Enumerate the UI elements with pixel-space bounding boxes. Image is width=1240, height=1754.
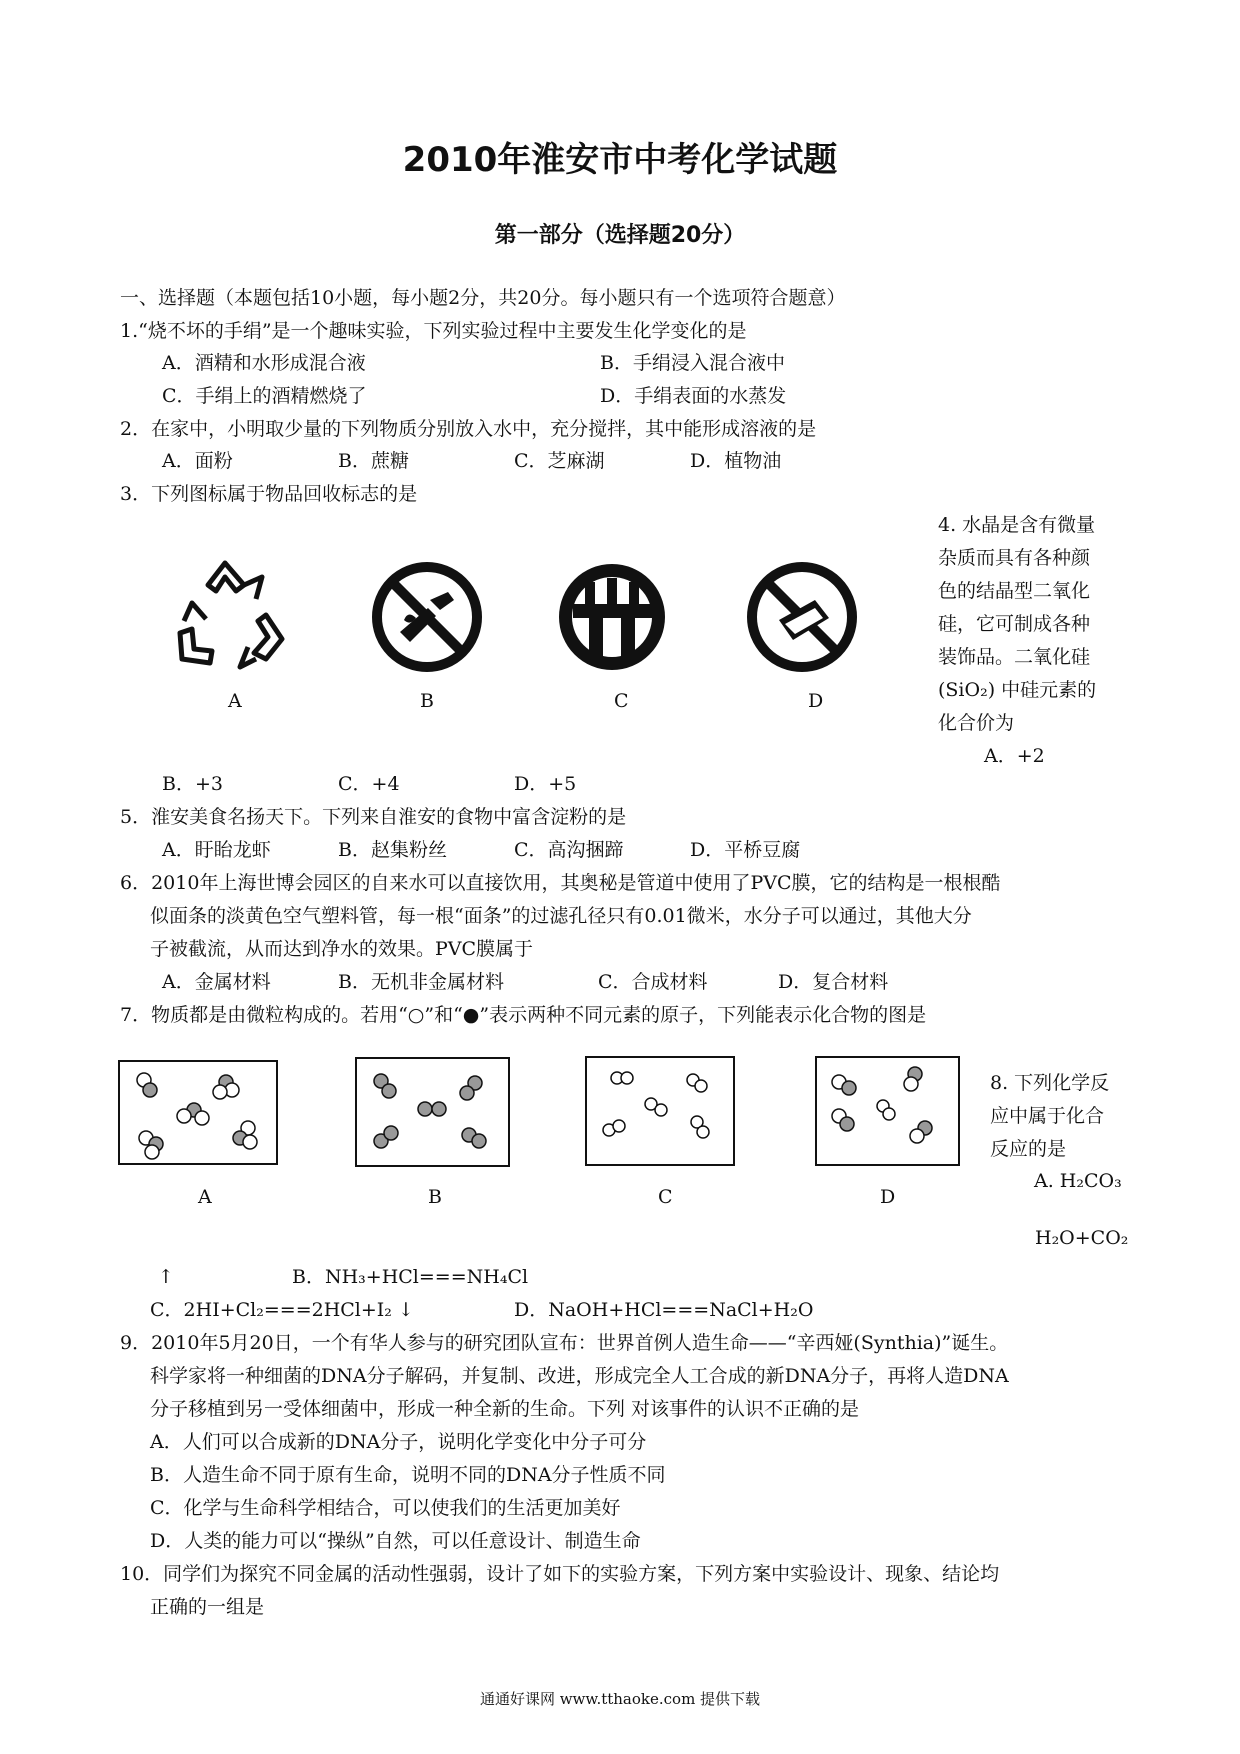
q1-option-a: A．酒精和水形成混合液 [162, 352, 366, 374]
q5-stem: 5．淮安美食名扬天下。下列来自淮安的食物中富含淀粉的是 [120, 806, 627, 828]
q4-option-c: C．+4 [338, 773, 400, 795]
molecule-box-c [585, 1056, 735, 1166]
q4-line: 色的结晶型二氧化 [938, 580, 1091, 602]
q3-label-b: B [420, 690, 434, 712]
q4-line: 硅，它可制成各种 [938, 613, 1091, 635]
q7-stem: 7．物质都是由微粒构成的。若用“○”和“●”表示两种不同元素的原子，下列能表示化合物的图是 [120, 1004, 927, 1026]
q8-line: 8. 下列化学反 [990, 1072, 1110, 1094]
q4-line: 杂质而具有各种颜 [938, 547, 1091, 569]
no-littering-icon [745, 560, 860, 675]
q10-line2: 正确的一组是 [150, 1596, 265, 1618]
q8-option-a: A. H₂CO₃ [1034, 1170, 1122, 1192]
q6-line1: 6．2010年上海世博会园区的自来水可以直接饮用，其奥秘是管道中使用了PVC膜，它的结构是一根根酷 [120, 872, 1001, 894]
q2-option-d: D．植物油 [690, 450, 782, 472]
q3-stem: 3．下列图标属于物品回收标志的是 [120, 483, 418, 505]
page-title: 2010年淮安市中考化学试题 [402, 140, 838, 180]
q2-option-a: A．面粉 [162, 450, 233, 472]
q4-option-b: B．+3 [162, 773, 223, 795]
q4-line: 装饰品。二氧化硅 [938, 646, 1091, 668]
q6-option-a: A．金属材料 [162, 971, 271, 993]
q9-option-c: C．化学与生命科学相结合，可以使我们的生活更加美好 [150, 1497, 621, 1519]
q8-line: 反应的是 [990, 1138, 1067, 1160]
q7-label-a: A [198, 1186, 212, 1208]
molecule-box-a [118, 1060, 278, 1165]
q1-stem: 1.“烧不坏的手绢”是一个趣味实验，下列实验过程中主要发生化学变化的是 [120, 320, 747, 342]
q2-option-b: B．蔗糖 [338, 450, 409, 472]
q8-line: 应中属于化合 [990, 1105, 1105, 1127]
q5-option-b: B．赵集粉丝 [338, 839, 447, 861]
q7-label-d: D [880, 1186, 896, 1208]
q9-line1: 9．2010年5月20日，一个有华人参与的研究团队宣布：世界首例人造生命——“辛西娅(Synthia)”诞生。 [120, 1332, 1009, 1354]
molecule-box-d [815, 1056, 960, 1166]
q9-option-b: B．人造生命不同于原有生命，说明不同的DNA分子性质不同 [150, 1464, 666, 1486]
q4-option-d: D．+5 [514, 773, 577, 795]
section-intro: 一、选择题（本题包括10小题，每小题2分，共20分。每小题只有一个选项符合题意） [120, 287, 846, 309]
q3-label-a: A [228, 690, 242, 712]
no-smoking-icon [370, 560, 485, 675]
q6-line3: 子被截流，从而达到净水的效果。PVC膜属于 [150, 938, 534, 960]
part-heading: 第一部分（选择题20分） [494, 223, 746, 248]
q1-option-b: B．手绢浸入混合液中 [600, 352, 785, 374]
molecule-box-b [355, 1057, 510, 1167]
q5-option-a: A．盱眙龙虾 [162, 839, 271, 861]
q2-stem: 2．在家中，小明取少量的下列物质分别放入水中，充分搅拌，其中能形成溶液的是 [120, 418, 817, 440]
q4-line: 化合价为 [938, 712, 1015, 734]
q9-option-a: A．人们可以合成新的DNA分子，说明化学变化中分子可分 [150, 1431, 647, 1453]
q10-line1: 10．同学们为探究不同金属的活动性强弱，设计了如下的实验方案，下列方案中实验设计、现象、结论均 [120, 1563, 1000, 1585]
q6-option-b: B．无机非金属材料 [338, 971, 504, 993]
q7-label-c: C [658, 1186, 673, 1208]
q6-option-c: C．合成材料 [598, 971, 708, 993]
q6-option-d: D．复合材料 [778, 971, 889, 993]
save-water-icon [555, 560, 670, 675]
q3-label-c: C [614, 690, 629, 712]
q3-label-d: D [808, 690, 824, 712]
q6-line2: 似面条的淡黄色空气塑料管，每一根“面条”的过滤孔径只有0.01微米，水分子可以通过，其他大分 [150, 905, 972, 927]
q9-line3: 分子移植到另一受体细菌中，形成一种全新的生命。下列 对该事件的认识不正确的是 [150, 1398, 860, 1420]
q4-option-a: A．+2 [984, 745, 1045, 767]
q5-option-d: D．平桥豆腐 [690, 839, 801, 861]
q4-line: (SiO₂) 中硅元素的 [938, 679, 1097, 701]
q9-line2: 科学家将一种细菌的DNA分子解码，并复制、改进，形成完全人工合成的新DNA分子，再将人造DNA [150, 1365, 1009, 1387]
q8-option-a-products: H₂O+CO₂ [1035, 1227, 1129, 1249]
q8-option-d: D．NaOH+HCl===NaCl+H₂O [514, 1299, 814, 1321]
q1-option-d: D．手绢表面的水蒸发 [600, 385, 787, 407]
q9-option-d: D．人类的能力可以“操纵”自然，可以任意设计、制造生命 [150, 1530, 641, 1552]
q2-option-c: C．芝麻湖 [514, 450, 605, 472]
q1-option-c: C．手绢上的酒精燃烧了 [162, 385, 367, 407]
page-footer: 通通好课网 www.tthaoke.com 提供下载 [479, 1690, 761, 1708]
q8-arrow-up: ↑ [158, 1266, 174, 1288]
recycle-icon [170, 555, 290, 675]
q4-line: 4. 水晶是含有微量 [938, 514, 1096, 536]
q8-option-b: B．NH₃+HCl===NH₄Cl [292, 1266, 529, 1288]
q7-label-b: B [428, 1186, 442, 1208]
q5-option-c: C．高沟捆蹄 [514, 839, 624, 861]
q8-option-c: C．2HI+Cl₂===2HCl+I₂ ↓ [150, 1299, 414, 1321]
